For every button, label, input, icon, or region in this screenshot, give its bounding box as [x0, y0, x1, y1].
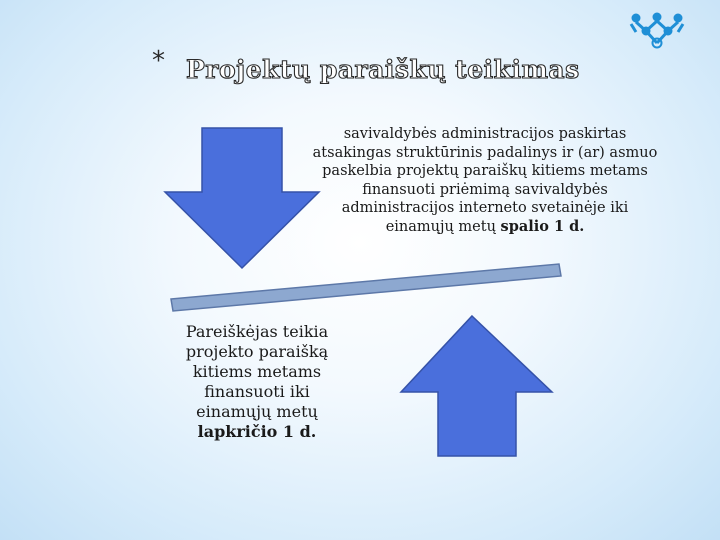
bottom-text-body: Pareiškėjas teikia projekto paraišką kitiems metams finansuoti iki einamųjų metų [185, 322, 329, 421]
title-bullet: * [152, 46, 165, 76]
up-arrow-shape [401, 316, 552, 456]
bottom-text-deadline: lapkričio 1 d. [197, 422, 317, 441]
slide-title: Projektų paraiškų teikimas [186, 55, 580, 84]
tilted-beam-shape [171, 264, 561, 311]
bottom-text-block [166, 322, 348, 442]
down-arrow-shape [165, 128, 319, 268]
top-text-block [312, 125, 658, 236]
top-text-body: savivaldybės administracijos paskirtas atsakingas struktūrinis padalinys ir (ar) asmuo paskelbia projektų paraiškų kitiems metams finansuoti priėmimą savivaldybės administracijos interneto svetainėje iki einamųjų metų [312, 126, 658, 235]
top-text-deadline: spalio 1 d. [500, 217, 585, 235]
